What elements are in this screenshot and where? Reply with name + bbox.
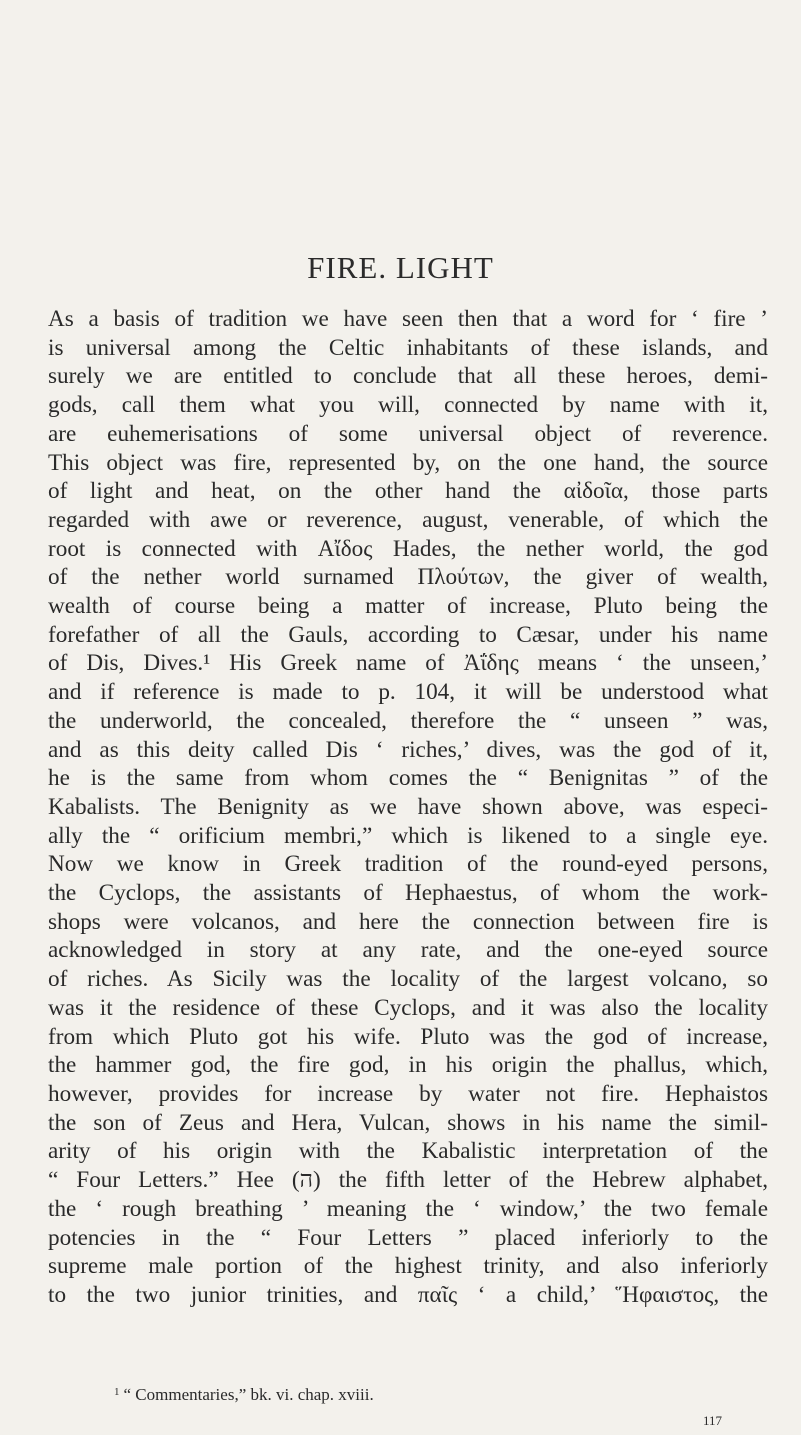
text-line: of Dis, Dives.¹ His Greek name of Ἀΐδης means ‘ the unseen,’: [48, 650, 768, 677]
text-line: the son of Zeus and Hera, Vulcan, shows in his name the simil-: [48, 1109, 768, 1136]
text-line: forefather of all the Gauls, according to Cæsar, under his name: [48, 621, 768, 648]
text-line: ally the “ orificium membri,” which is likened to a single eye.: [48, 822, 768, 849]
text-line: are euhemerisations of some universal object of reverence.: [48, 420, 768, 447]
page-heading: FIRE. LIGHT: [307, 250, 494, 285]
text-line: the Cyclops, the assistants of Hephaestus, of whom the work-: [48, 880, 768, 907]
body-paragraph: [48, 305, 768, 1310]
text-line: to the two junior trinities, and παῖς ‘ a child,’ Ἥφαιστος, the: [48, 1281, 768, 1308]
text-line: and as this deity called Dis ‘ riches,’ dives, was the god of it,: [48, 736, 768, 763]
text-line: This object was fire, represented by, on the one hand, the source: [48, 449, 768, 476]
text-line: As a basis of tradition we have seen then that a word for ‘ fire ’: [48, 306, 768, 332]
page-number: 117: [703, 1413, 723, 1428]
text-line: of riches. As Sicily was the locality of the largest volcano, so: [48, 966, 768, 993]
text-line: Now we know in Greek tradition of the round-eyed persons,: [48, 851, 768, 878]
footnote-text: “ Commentaries,” bk. vi. chap. xviii.: [123, 1385, 374, 1404]
text-line: regarded with awe or reverence, august, venerable, of which the: [48, 506, 768, 533]
text-line: the underworld, the concealed, therefore the “ unseen ” was,: [48, 707, 768, 734]
text-line: however, provides for increase by water not fire. Hephaistos: [48, 1080, 768, 1107]
text-line: and if reference is made to p. 104, it will be understood what: [48, 679, 768, 706]
text-line: arity of his origin with the Kabalistic interpretation of the: [48, 1138, 768, 1165]
text-line: potencies in the “ Four Letters ” placed inferiorly to the: [48, 1224, 768, 1251]
footnote-marker: 1: [114, 1386, 120, 1398]
footnote: [114, 1385, 374, 1405]
text-line: was it the residence of these Cyclops, and it was also the locality: [48, 994, 768, 1021]
text-line: from which Pluto got his wife. Pluto was the god of increase,: [48, 1023, 768, 1050]
text-line: surely we are entitled to conclude that all these heroes, demi-: [48, 363, 768, 390]
text-line: “ Four Letters.” Hee (ה) the fifth letter of the Hebrew alphabet,: [48, 1167, 768, 1194]
text-line: shops were volcanos, and here the connection between fire is: [48, 908, 768, 935]
text-line: supreme male portion of the highest trinity, and also inferiorly: [48, 1253, 768, 1280]
text-line: root is connected with Αἴδος Hades, the nether world, the god: [48, 535, 768, 562]
text-line: acknowledged in story at any rate, and the one-eyed source: [48, 937, 768, 964]
text-line: he is the same from whom comes the “ Benignitas ” of the: [48, 765, 768, 792]
text-line: gods, call them what you will, connected by name with it,: [48, 392, 768, 419]
text-line: the hammer god, the fire god, in his origin the phallus, which,: [48, 1052, 768, 1079]
text-line: of the nether world surnamed Πλούτων, the giver of wealth,: [48, 564, 768, 591]
text-line: is universal among the Celtic inhabitants of these islands, and: [48, 334, 768, 361]
text-line: wealth of course being a matter of increase, Pluto being the: [48, 593, 768, 620]
text-line: the ‘ rough breathing ’ meaning the ‘ window,’ the two female: [48, 1195, 768, 1222]
text-line: of light and heat, on the other hand the αἰδοῖα, those parts: [48, 478, 768, 505]
text-line: Kabalists. The Benignity as we have shown above, was especi-: [48, 793, 768, 820]
